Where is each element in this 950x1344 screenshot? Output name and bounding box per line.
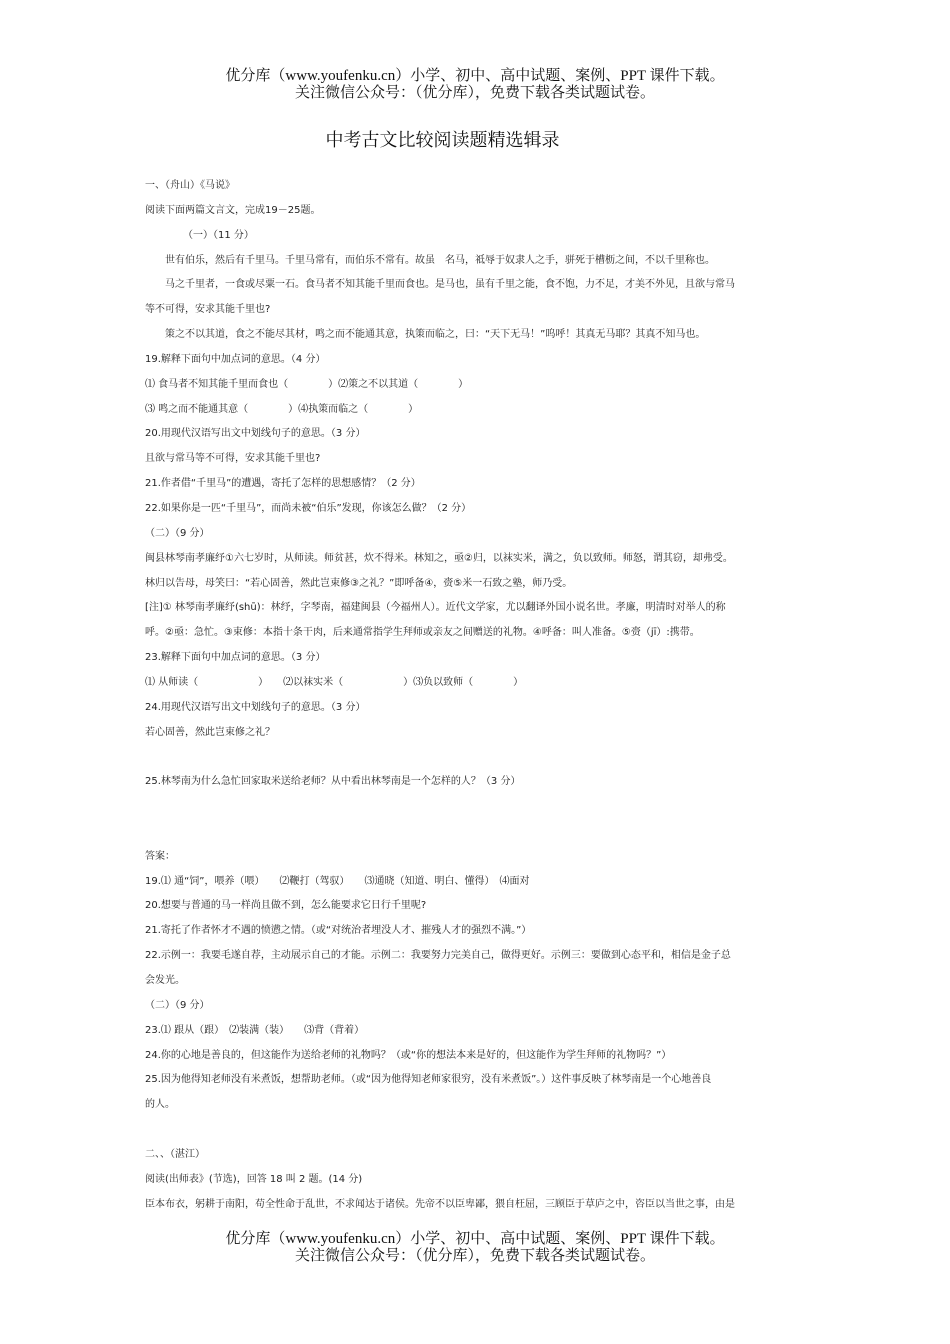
section-heading: 二、、（湛江） xyxy=(145,1148,205,1160)
question-line: 且欲与常马等不可得，安求其能千里也? xyxy=(145,453,321,465)
passage-line: 世有伯乐，然后有千里马。千里马常有，而伯乐不常有。故虽 名马，祗辱于奴隶人之手，骈死于槽枥之间，不以千里称也。 xyxy=(165,254,715,266)
blank-line xyxy=(145,1118,810,1143)
section-heading: 一、（舟山）《马说》 xyxy=(145,180,235,191)
question-line: ⑴ 从师读（ ） ⑵以袜实米（ ）⑶负以致师（ ） xyxy=(145,676,524,688)
answer-line: 20.想要与普通的马一样尚且做不到，怎么能要求它日行千里呢? xyxy=(145,900,427,912)
question-line: 若心固善，然此岂束修之礼？ xyxy=(145,726,275,738)
part-heading: （二）（9 分） xyxy=(145,999,210,1011)
page-footer xyxy=(0,1231,950,1265)
footer-line-1: 优分库（www.youfenku.cn）小学、初中、高中试题、案例、PPT 课件下载。 xyxy=(225,1231,725,1247)
header-line-2: 关注微信公众号：（优分库），免费下载各类试题试卷。 xyxy=(294,85,655,101)
answer-heading: 答案： xyxy=(145,850,175,862)
question-line: 20.用现代汉语写出文中划线句子的意思。（3 分） xyxy=(145,428,366,440)
part-heading: （一）（11 分） xyxy=(183,229,254,241)
answer-line: 24.你的心地是善良的，但这能作为送给老师的礼物吗？（或“你的想法本来是好的，但这能作为学生拜师的礼物吗？”） xyxy=(145,1049,672,1061)
blank-line xyxy=(145,745,810,770)
header-line-1: 优分库（www.youfenku.cn）小学、初中、高中试题、案例、PPT 课件下载。 xyxy=(225,68,725,84)
question-line: 19.解释下面句中加点词的意思。（4 分） xyxy=(145,353,326,365)
note-line: [注]① 林琴南孝廉纾(shū)：林纾，字琴南，福建闽县（今福州人）。近代文学家，尤以翻译外国小说名世。孝廉，明清时对举人的称 xyxy=(145,602,726,614)
page-header xyxy=(0,68,950,102)
passage-line: 林归以告母，母笑曰：“若心固善，然此岂束修③之礼？”即呼备④，赍⑤米一石致之塾，师乃受。 xyxy=(145,577,573,589)
answer-line: 19.⑴ 通“饲”，喂养（喂） ⑵鞭打（驾驭） ⑶通晓（知道、明白、懂得） ⑷面对 xyxy=(145,875,530,887)
instruction-line: 阅读(出师表》(节选)，回答 18 叫 2 题。(14 分) xyxy=(145,1173,363,1185)
passage-line: 马之千里者，一食或尽粟一石。食马者不知其能千里而食也。是马也，虽有千里之能，食不饱，力不足，才美不外见，且欲与常马 xyxy=(165,279,735,291)
document-title: 中考古文比较阅读题精选辑录 xyxy=(325,130,560,151)
answer-line: 21.寄托了作者怀才不遇的愤懑之情。（或“对统治者埋没人才、摧残人才的强烈不满。”） xyxy=(145,925,532,937)
passage-line: 臣本布衣，躬耕于南阳，苟全性命于乱世，不求闻达于诸侯。先帝不以臣卑鄙，猥自枉屈，三顾臣于草庐之中，咨臣以当世之事，由是 xyxy=(145,1198,735,1210)
question-line: ⑶ 鸣之而不能通其意（ ）⑷执策而临之（ ） xyxy=(145,403,419,415)
question-line: 23.解释下面句中加点词的意思。（3 分） xyxy=(145,652,326,664)
part-heading: （二）（9 分） xyxy=(145,527,210,539)
footer-line-2: 关注微信公众号：（优分库），免费下载各类试题试卷。 xyxy=(294,1248,655,1264)
answer-line: 会发光。 xyxy=(145,975,185,986)
note-line: 呼。②亟：急忙。③束修：本指十条干肉，后来通常指学生拜师或亲友之间赠送的礼物。④呼备：叫人准备。⑤赍（jī）:携带。 xyxy=(145,627,700,639)
instruction-line: 阅读下面两篇文言文，完成19－25题。 xyxy=(145,204,321,216)
passage-line: 等不可得，安求其能千里也? xyxy=(145,304,271,316)
question-line: 22.如果你是一匹“千里马”，而尚未被“伯乐”发现，你该怎么做？（2 分） xyxy=(145,502,472,514)
blank-line xyxy=(145,795,810,820)
answer-line: 的人。 xyxy=(145,1099,175,1111)
passage-line: 闽县林琴南孝廉纾①六七岁时，从师读。师贫甚，炊不得米。林知之，亟②归，以袜实米，满之，负以致师。师怒，谓其窃，却弗受。 xyxy=(145,552,733,564)
answer-line: 25.因为他得知老师没有米煮饭，想帮助老师。（或“因为他得知老师家很穷，没有米煮饭”。）这件事反映了林琴南是一个心地善良 xyxy=(145,1074,712,1086)
answer-line: 22.示例一：我要毛遂自荐，主动展示自己的才能。示例二：我要努力完美自己，做得更好。示例三：要做到心态平和，相信是金子总 xyxy=(145,950,731,962)
question-line: 24.用现代汉语写出文中划线句子的意思。（3 分） xyxy=(145,701,366,713)
document-body xyxy=(145,174,810,1217)
passage-line: 策之不以其道，食之不能尽其材，鸣之而不能通其意，执策而临之，曰：“天下无马！”呜呼！其真无马耶？其真不知马也。 xyxy=(165,329,706,341)
blank-line xyxy=(145,820,810,845)
question-line: 25.林琴南为什么急忙回家取米送给老师？从中看出林琴南是一个怎样的人？（3 分） xyxy=(145,776,521,788)
question-line: 21.作者借“千里马”的遭遇，寄托了怎样的思想感情？（2 分） xyxy=(145,478,421,490)
question-line: ⑴ 食马者不知其能千里而食也（ ）⑵策之不以其道（ ） xyxy=(145,378,469,390)
answer-line: 23.⑴ 跟从（跟） ⑵装满（装） ⑶背（背着） xyxy=(145,1024,365,1036)
